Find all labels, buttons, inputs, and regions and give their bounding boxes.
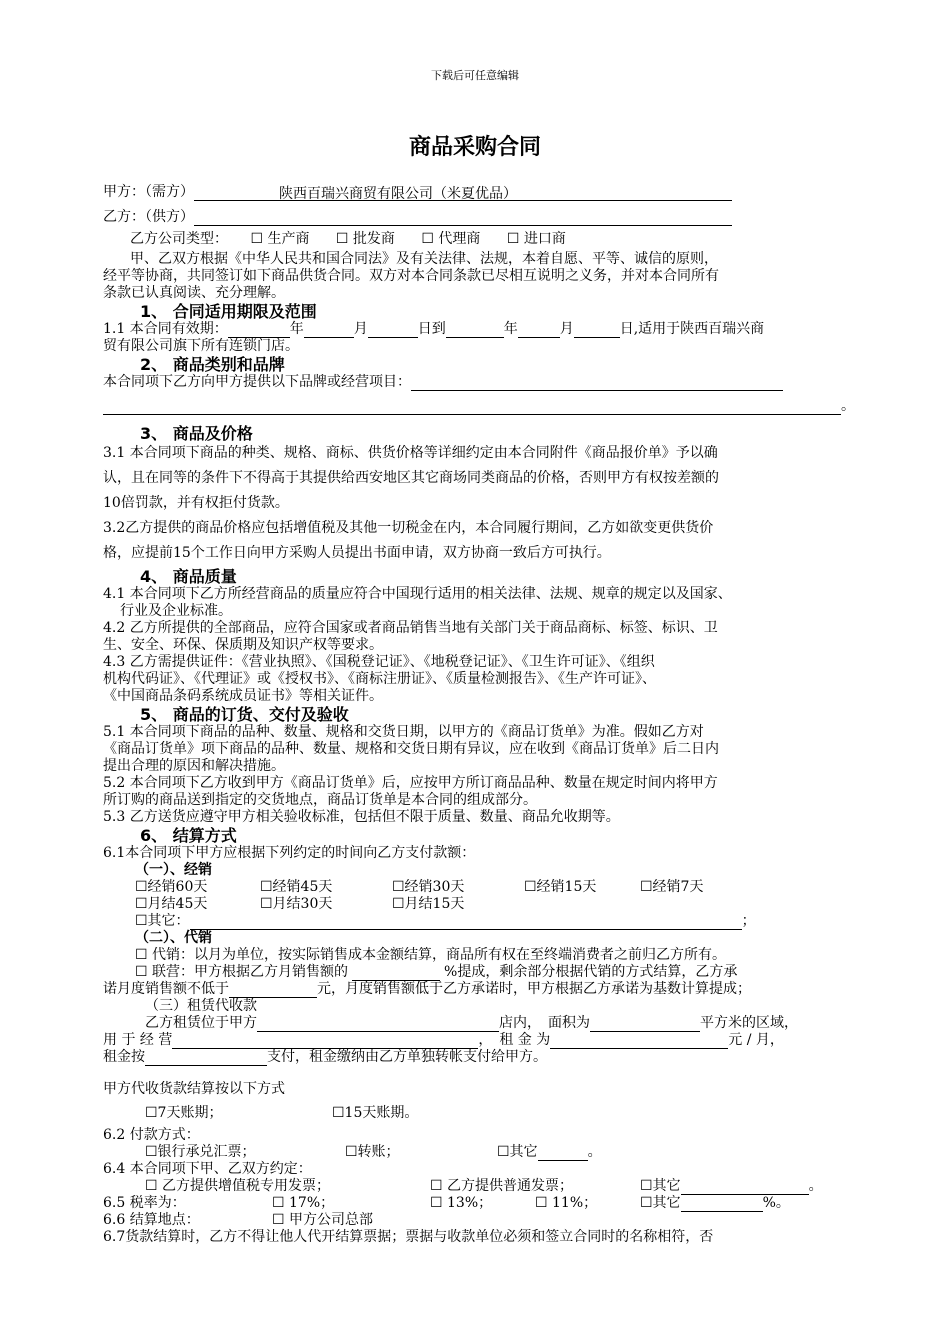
lease-rent-unit: 元 / 月，: [728, 1032, 784, 1048]
s5-line-4: 5.2 本合同项下乙方收到甲方《商品订货单》后，应按甲方所订商品品种、数量在规定时间内将甲方: [103, 775, 718, 791]
s4-line-1: 4.1 本合同项下乙方所经营商品的质量应符合中国现行适用的相关法律、法规、规章的规定以及国家、: [103, 586, 732, 602]
validity-line-2: 贸有限公司旗下所有连锁门店。: [103, 338, 299, 354]
party-a-field[interactable]: [194, 186, 732, 201]
s4-line-4: 生、安全、环保、保质期及知识产权等要求。: [103, 637, 383, 653]
s6-intro: 6.1本合同项下甲方应根据下列约定的时间向乙方支付款额：: [103, 845, 476, 861]
lease-rent-field[interactable]: [550, 1034, 728, 1049]
end-year-field[interactable]: [446, 323, 504, 338]
month-label: 月: [353, 321, 368, 337]
checkbox-tax-11[interactable]: ☐ 11%；: [535, 1195, 598, 1211]
brand-end: 。: [841, 398, 855, 414]
day-to-label: 日到: [417, 321, 446, 337]
section-6-heading: 6、 结算方式: [140, 826, 237, 845]
checkbox-importer[interactable]: ☐ 进口商: [506, 231, 566, 247]
checkbox-manufacturer[interactable]: ☐ 生产商: [250, 231, 310, 247]
s4-line-5: 4.3 乙方需提供证件：《营业执照》、《国税登记证》、《地税登记证》、《卫生许可证》、《组织: [103, 654, 655, 670]
party-b-field[interactable]: [194, 211, 732, 226]
checkbox-invoice-other[interactable]: ☐其它: [640, 1178, 681, 1194]
checkbox-wholesaler[interactable]: ☐ 批发商: [335, 231, 395, 247]
intro-line-2: 经平等协商，共同签订如下商品供货合同。双方对本合同条款已尽相互说明之义务，并对本合同所有: [103, 268, 719, 284]
pay-end: 。: [587, 1144, 602, 1160]
end-day-field[interactable]: [574, 323, 620, 338]
brand-field-2[interactable]: [103, 400, 841, 415]
checkbox-tax-other[interactable]: ☐其它: [640, 1195, 681, 1211]
section-1-heading: 1、 合同适用期限及范围: [140, 302, 317, 321]
pay-other-field[interactable]: [538, 1146, 588, 1161]
checkbox-jx45[interactable]: ☐经销45天: [260, 879, 333, 895]
year-label: 年: [289, 321, 304, 337]
s3-p2-line-2: 格，应提前15个工作日向甲方采购人员提出书面申请，双方协商一致后方可执行。: [103, 545, 611, 561]
joint-commit-text: 元，月度销售额低于乙方承诺时，甲方根据乙方承诺为基数计算提成；: [317, 981, 751, 997]
header-note: 下载后可任意编辑: [431, 69, 519, 82]
collect-label: 甲方代收货款结算按以下方式: [103, 1081, 285, 1097]
checkbox-other[interactable]: ☐其它：: [135, 913, 190, 929]
s3-p1-line-3: 10倍罚款，并有权拒付货款。: [103, 495, 289, 511]
s5-line-6: 5.3 乙方送货应遵守甲方相关验收标准，包括但不限于质量、数量、商品允收期等。: [103, 809, 620, 825]
checkbox-hq[interactable]: ☐ 甲方公司总部: [272, 1212, 374, 1228]
invoice-end: 。: [808, 1178, 823, 1194]
brand-row-2: [103, 398, 855, 415]
sub-commission-heading: （二）、代销: [135, 930, 212, 946]
lease-pay-label: 租金按: [103, 1049, 145, 1065]
checkbox-vat-invoice[interactable]: ☐ 乙方提供增值税专用发票；: [145, 1178, 331, 1194]
checkbox-tax-13[interactable]: ☐ 13%；: [430, 1195, 493, 1211]
invoice-other-field[interactable]: [681, 1180, 809, 1195]
lease-pay-text: 支付，租金缴纳由乙方单独转帐支付给甲方。: [267, 1049, 547, 1065]
month-label-2: 月: [559, 321, 574, 337]
s4-line-3: 4.2 乙方所提供的全部商品，应符合国家或者商品销售当地有关部门关于商品商标、标签、标识、卫: [103, 620, 718, 636]
checkbox-jx15[interactable]: ☐经销15天: [524, 879, 597, 895]
lease-row-1: [145, 1015, 798, 1032]
sub-lease-heading: （三）租赁代收款: [145, 998, 257, 1014]
other-field[interactable]: [190, 915, 742, 930]
tax-label: 6.5 税率为：: [103, 1195, 186, 1211]
invoice-other-row: [640, 1178, 823, 1195]
s3-p2-line-1: 3.2乙方提供的商品价格应包括增值税及其他一切税金在内，本合同履行期间，乙方如欲变更供货价: [103, 520, 714, 536]
lease-use-label: 用 于 经 营: [103, 1032, 173, 1048]
lease-area-label: 店内， 面积为: [499, 1015, 590, 1031]
other-row: [135, 913, 756, 930]
checkbox-yj15[interactable]: ☐月结15天: [392, 896, 465, 912]
start-year-field[interactable]: [228, 323, 290, 338]
s6-last-line: 6.7货款结算时，乙方不得让他人代开结算票据；票据与收款单位必须和签立合同时的名称相符，否: [103, 1229, 714, 1245]
joint-percent-field[interactable]: [352, 966, 440, 981]
s5-line-2: 《商品订货单》项下商品的品种、数量、规格和交货日期有异议，应在收到《商品订货单》后二日内: [103, 741, 719, 757]
lease-use-field[interactable]: [172, 1034, 478, 1049]
s5-line-1: 5.1 本合同项下商品的品种、数量、规格和交货日期，以甲方的《商品订货单》为准。假如乙方对: [103, 724, 704, 740]
party-a-label: 甲方：（需方）: [103, 184, 194, 200]
party-b-row: [103, 209, 732, 226]
checkbox-transfer[interactable]: ☐转账；: [345, 1144, 400, 1160]
validity-label: 1.1 本合同有效期：: [103, 321, 228, 337]
brand-field[interactable]: [411, 376, 783, 391]
day-end-label: 日,适用于陕西百瑞兴商: [619, 321, 765, 337]
joint-text: %提成，剩余部分根据代销的方式结算，乙方承: [444, 964, 738, 980]
tax-other-field[interactable]: [681, 1197, 763, 1212]
intro-line-3: 条款已认真阅读、充分理解。: [103, 285, 285, 301]
document-title: 商品采购合同: [408, 135, 541, 160]
checkbox-acceptance-bill[interactable]: ☐银行承兑汇票；: [145, 1144, 256, 1160]
checkbox-collect-7[interactable]: ☐7天账期；: [145, 1105, 223, 1121]
lease-row-2: [103, 1032, 784, 1049]
checkbox-pay-other[interactable]: ☐其它: [497, 1144, 538, 1160]
checkbox-tax-17[interactable]: ☐ 17%；: [272, 1195, 335, 1211]
s3-p1-line-2: 认，且在同等的条件下不得高于其提供给西安地区其它商场同类商品的价格，否则甲方有权按差额的: [103, 470, 719, 486]
lease-rent-label: ， 租 金 为: [478, 1032, 551, 1048]
checkbox-yj45[interactable]: ☐月结45天: [135, 896, 208, 912]
joint-min-sales-field[interactable]: [229, 983, 317, 998]
s3-p1-line-1: 3.1 本合同项下商品的种类、规格、商标、供货价格等详细约定由本合同附件《商品报价单》予以确: [103, 445, 718, 461]
joint-row-2: [103, 981, 751, 998]
s5-line-5: 所订购的商品送到指定的交货地点，商品订货单是本合同的组成部分。: [103, 792, 537, 808]
tax-other-row: [640, 1195, 790, 1212]
lease-pay-field[interactable]: [145, 1051, 267, 1066]
validity-row: [103, 321, 764, 338]
section-2-heading: 2、 商品类别和品牌: [140, 355, 285, 374]
checkbox-yj30[interactable]: ☐月结30天: [260, 896, 333, 912]
tax-end: %。: [762, 1195, 790, 1211]
party-b-label: 乙方：（供方）: [103, 209, 194, 225]
section-3-heading: 3、 商品及价格: [140, 424, 253, 443]
party-a-row: [103, 184, 732, 201]
company-type-label: 乙方公司类型：: [130, 231, 228, 247]
checkbox-agent[interactable]: ☐ 代理商: [421, 231, 481, 247]
place-label: 6.6 结算地点：: [103, 1212, 200, 1228]
s4-line-6: 机构代码证》、《代理证》或《授权书》、《商标注册证》、《质量检测报告》、《生产许可证》、: [103, 671, 656, 687]
payment-label: 6.2 付款方式：: [103, 1127, 200, 1143]
end-month-field[interactable]: [518, 323, 560, 338]
checkbox-jx7[interactable]: ☐经销7天: [640, 879, 704, 895]
s4-line-7: 《中国商品条码系统成员证书》等相关证件。: [103, 688, 383, 704]
party-a-value: 陕西百瑞兴商贸有限公司（米夏优品）: [279, 186, 517, 202]
section-5-heading: 5、 商品的订货、交付及验收: [140, 705, 349, 724]
lease-label: 乙方租赁位于甲方: [145, 1015, 257, 1031]
s5-line-3: 提出合理的原因和解决措施。: [103, 758, 285, 774]
start-day-field[interactable]: [368, 323, 418, 338]
lease-location-field[interactable]: [257, 1017, 499, 1032]
intro-line-1: 甲、乙双方根据《中华人民共和国合同法》及有关法律、法规，本着自愿、平等、诚信的原则，: [130, 251, 718, 267]
invoice-label: 6.4 本合同项下甲、乙双方约定：: [103, 1161, 312, 1177]
checkbox-jx30[interactable]: ☐经销30天: [392, 879, 465, 895]
year-label-2: 年: [503, 321, 518, 337]
checkbox-jx60[interactable]: ☐经销60天: [135, 879, 208, 895]
section-4-heading: 4、 商品质量: [140, 567, 237, 586]
joint-commit-label: 诺月度销售额不低于: [103, 981, 229, 997]
checkbox-normal-invoice[interactable]: ☐ 乙方提供普通发票；: [430, 1178, 574, 1194]
sub-consignment-heading: （一）、经销: [135, 862, 212, 878]
lease-area-unit: 平方米的区域，: [700, 1015, 798, 1031]
company-type-row: [130, 231, 566, 248]
lease-area-field[interactable]: [590, 1017, 700, 1032]
other-end: ；: [741, 913, 756, 929]
checkbox-collect-15[interactable]: ☐15天账期。: [332, 1105, 419, 1121]
lease-row-3: [103, 1049, 547, 1066]
start-month-field[interactable]: [304, 323, 354, 338]
brand-label: 本合同项下乙方向甲方提供以下品牌或经营项目：: [103, 374, 411, 390]
brand-row: [103, 374, 783, 391]
consign-line: ☐ 代销：以月为单位，按实际销售成本金额结算，商品所有权在至终端消费者之前归乙方所有。: [135, 947, 726, 963]
checkbox-joint[interactable]: ☐ 联营：甲方根据乙方月销售额的: [135, 964, 349, 980]
joint-row: [135, 964, 737, 981]
pay-other-row: [497, 1144, 602, 1161]
s4-line-2: 行业及企业标准。: [120, 603, 232, 619]
